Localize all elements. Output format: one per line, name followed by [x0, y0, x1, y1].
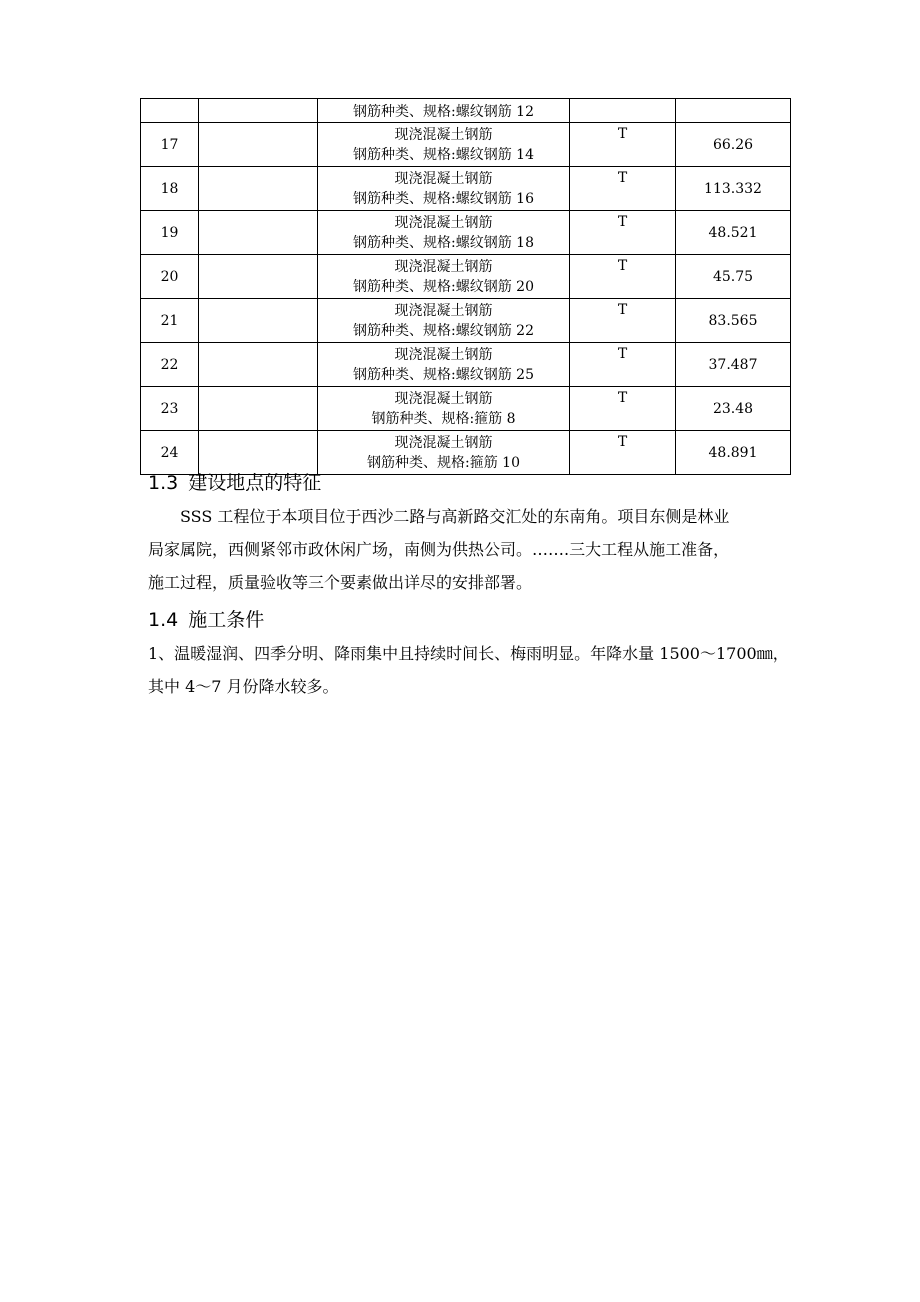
row-number-cell: 22: [141, 343, 199, 387]
description-line-2: 钢筋种类、规格:螺纹钢筋 25: [353, 366, 534, 383]
section-number: 1.4: [148, 609, 179, 631]
table-row: [141, 167, 791, 211]
item-description-cell: [318, 167, 570, 211]
table-row: [141, 299, 791, 343]
item-code-cell: [199, 167, 318, 211]
table-row: [141, 255, 791, 299]
table-row: [141, 387, 791, 431]
item-description-cell: [318, 255, 570, 299]
description-line-1: 现浇混凝土钢筋: [394, 214, 493, 231]
paragraph-line: 施工过程，质量验收等三个要素做出详尽的安排部署。: [148, 573, 533, 592]
quantity-cell: 113.332: [676, 167, 791, 211]
description-line-1: 现浇混凝土钢筋: [394, 258, 493, 275]
row-number-cell: [141, 99, 199, 123]
description-line-2: 钢筋种类、规格:箍筋 8: [371, 410, 516, 427]
row-number-cell: 19: [141, 211, 199, 255]
unit-cell: T: [570, 211, 676, 255]
table-row: [141, 343, 791, 387]
item-description-cell: [318, 99, 570, 123]
item-description-cell: [318, 299, 570, 343]
description-line-1: 现浇混凝土钢筋: [394, 346, 493, 363]
description-line-1: 现浇混凝土钢筋: [394, 126, 493, 143]
item-description-cell: [318, 431, 570, 475]
description-line-2: 钢筋种类、规格:螺纹钢筋 14: [353, 146, 534, 163]
unit-cell: T: [570, 431, 676, 475]
unit-cell: T: [570, 343, 676, 387]
item-code-cell: [199, 211, 318, 255]
section-heading-1-4: [148, 607, 264, 633]
quantity-cell: 45.75: [676, 255, 791, 299]
description-line-2: 钢筋种类、规格:螺纹钢筋 12: [353, 104, 534, 120]
description-line-2: 钢筋种类、规格:螺纹钢筋 18: [353, 234, 534, 251]
row-number-cell: 17: [141, 123, 199, 167]
quantity-cell: 48.521: [676, 211, 791, 255]
section-heading-1-3: [148, 470, 321, 496]
item-description-cell: [318, 343, 570, 387]
description-line-1: 现浇混凝土钢筋: [394, 302, 493, 319]
item-code-cell: [199, 343, 318, 387]
row-number-cell: 20: [141, 255, 199, 299]
item-code-cell: [199, 99, 318, 123]
quantity-cell: 48.891: [676, 431, 791, 475]
unit-cell: T: [570, 387, 676, 431]
quantity-cell: 66.26: [676, 123, 791, 167]
quantity-cell: [676, 99, 791, 123]
section-number: 1.3: [148, 472, 179, 494]
item-code-cell: [199, 431, 318, 475]
row-number-cell: 24: [141, 431, 199, 475]
quantity-cell: 37.487: [676, 343, 791, 387]
unit-cell: T: [570, 123, 676, 167]
table-row: [141, 99, 791, 123]
site-characteristics-paragraph: [148, 500, 816, 599]
description-line-1: 现浇混凝土钢筋: [394, 434, 493, 451]
item-code-cell: [199, 387, 318, 431]
table-row: [141, 211, 791, 255]
paragraph-line: 局家属院，西侧紧邻市政休闲广场，南侧为供热公司。…….三大工程从施工准备，: [148, 540, 730, 559]
quantity-cell: 83.565: [676, 299, 791, 343]
item-description-cell: [318, 387, 570, 431]
table-row: [141, 123, 791, 167]
description-line-1: 现浇混凝土钢筋: [394, 390, 493, 407]
construction-conditions-paragraph: [148, 637, 816, 703]
unit-cell: T: [570, 299, 676, 343]
section-title: 建设地点的特征: [188, 472, 322, 494]
description-line-2: 钢筋种类、规格:螺纹钢筋 20: [353, 278, 534, 295]
unit-cell: T: [570, 167, 676, 211]
row-number-cell: 23: [141, 387, 199, 431]
unit-cell: [570, 99, 676, 123]
paragraph-line: 其中 4～7 月份降水较多。: [148, 677, 339, 696]
description-line-2: 钢筋种类、规格:螺纹钢筋 22: [353, 322, 534, 339]
unit-cell: T: [570, 255, 676, 299]
description-line-1: 现浇混凝土钢筋: [394, 170, 493, 187]
paragraph-line: 1、温暖湿润、四季分明、降雨集中且持续时间长、梅雨明显。年降水量 1500～1700㎜，: [148, 644, 789, 663]
item-code-cell: [199, 299, 318, 343]
item-code-cell: [199, 255, 318, 299]
section-title: 施工条件: [188, 609, 265, 631]
table-row: [141, 431, 791, 475]
rebar-quantity-table: [140, 98, 791, 475]
description-line-2: 钢筋种类、规格:箍筋 10: [367, 454, 520, 471]
quantity-cell: 23.48: [676, 387, 791, 431]
item-description-cell: [318, 211, 570, 255]
row-number-cell: 21: [141, 299, 199, 343]
item-description-cell: [318, 123, 570, 167]
paragraph-line: SSS 工程位于本项目位于西沙二路与高新路交汇处的东南角。项目东侧是林业: [180, 507, 730, 526]
item-code-cell: [199, 123, 318, 167]
description-line-2: 钢筋种类、规格:螺纹钢筋 16: [353, 190, 534, 207]
row-number-cell: 18: [141, 167, 199, 211]
